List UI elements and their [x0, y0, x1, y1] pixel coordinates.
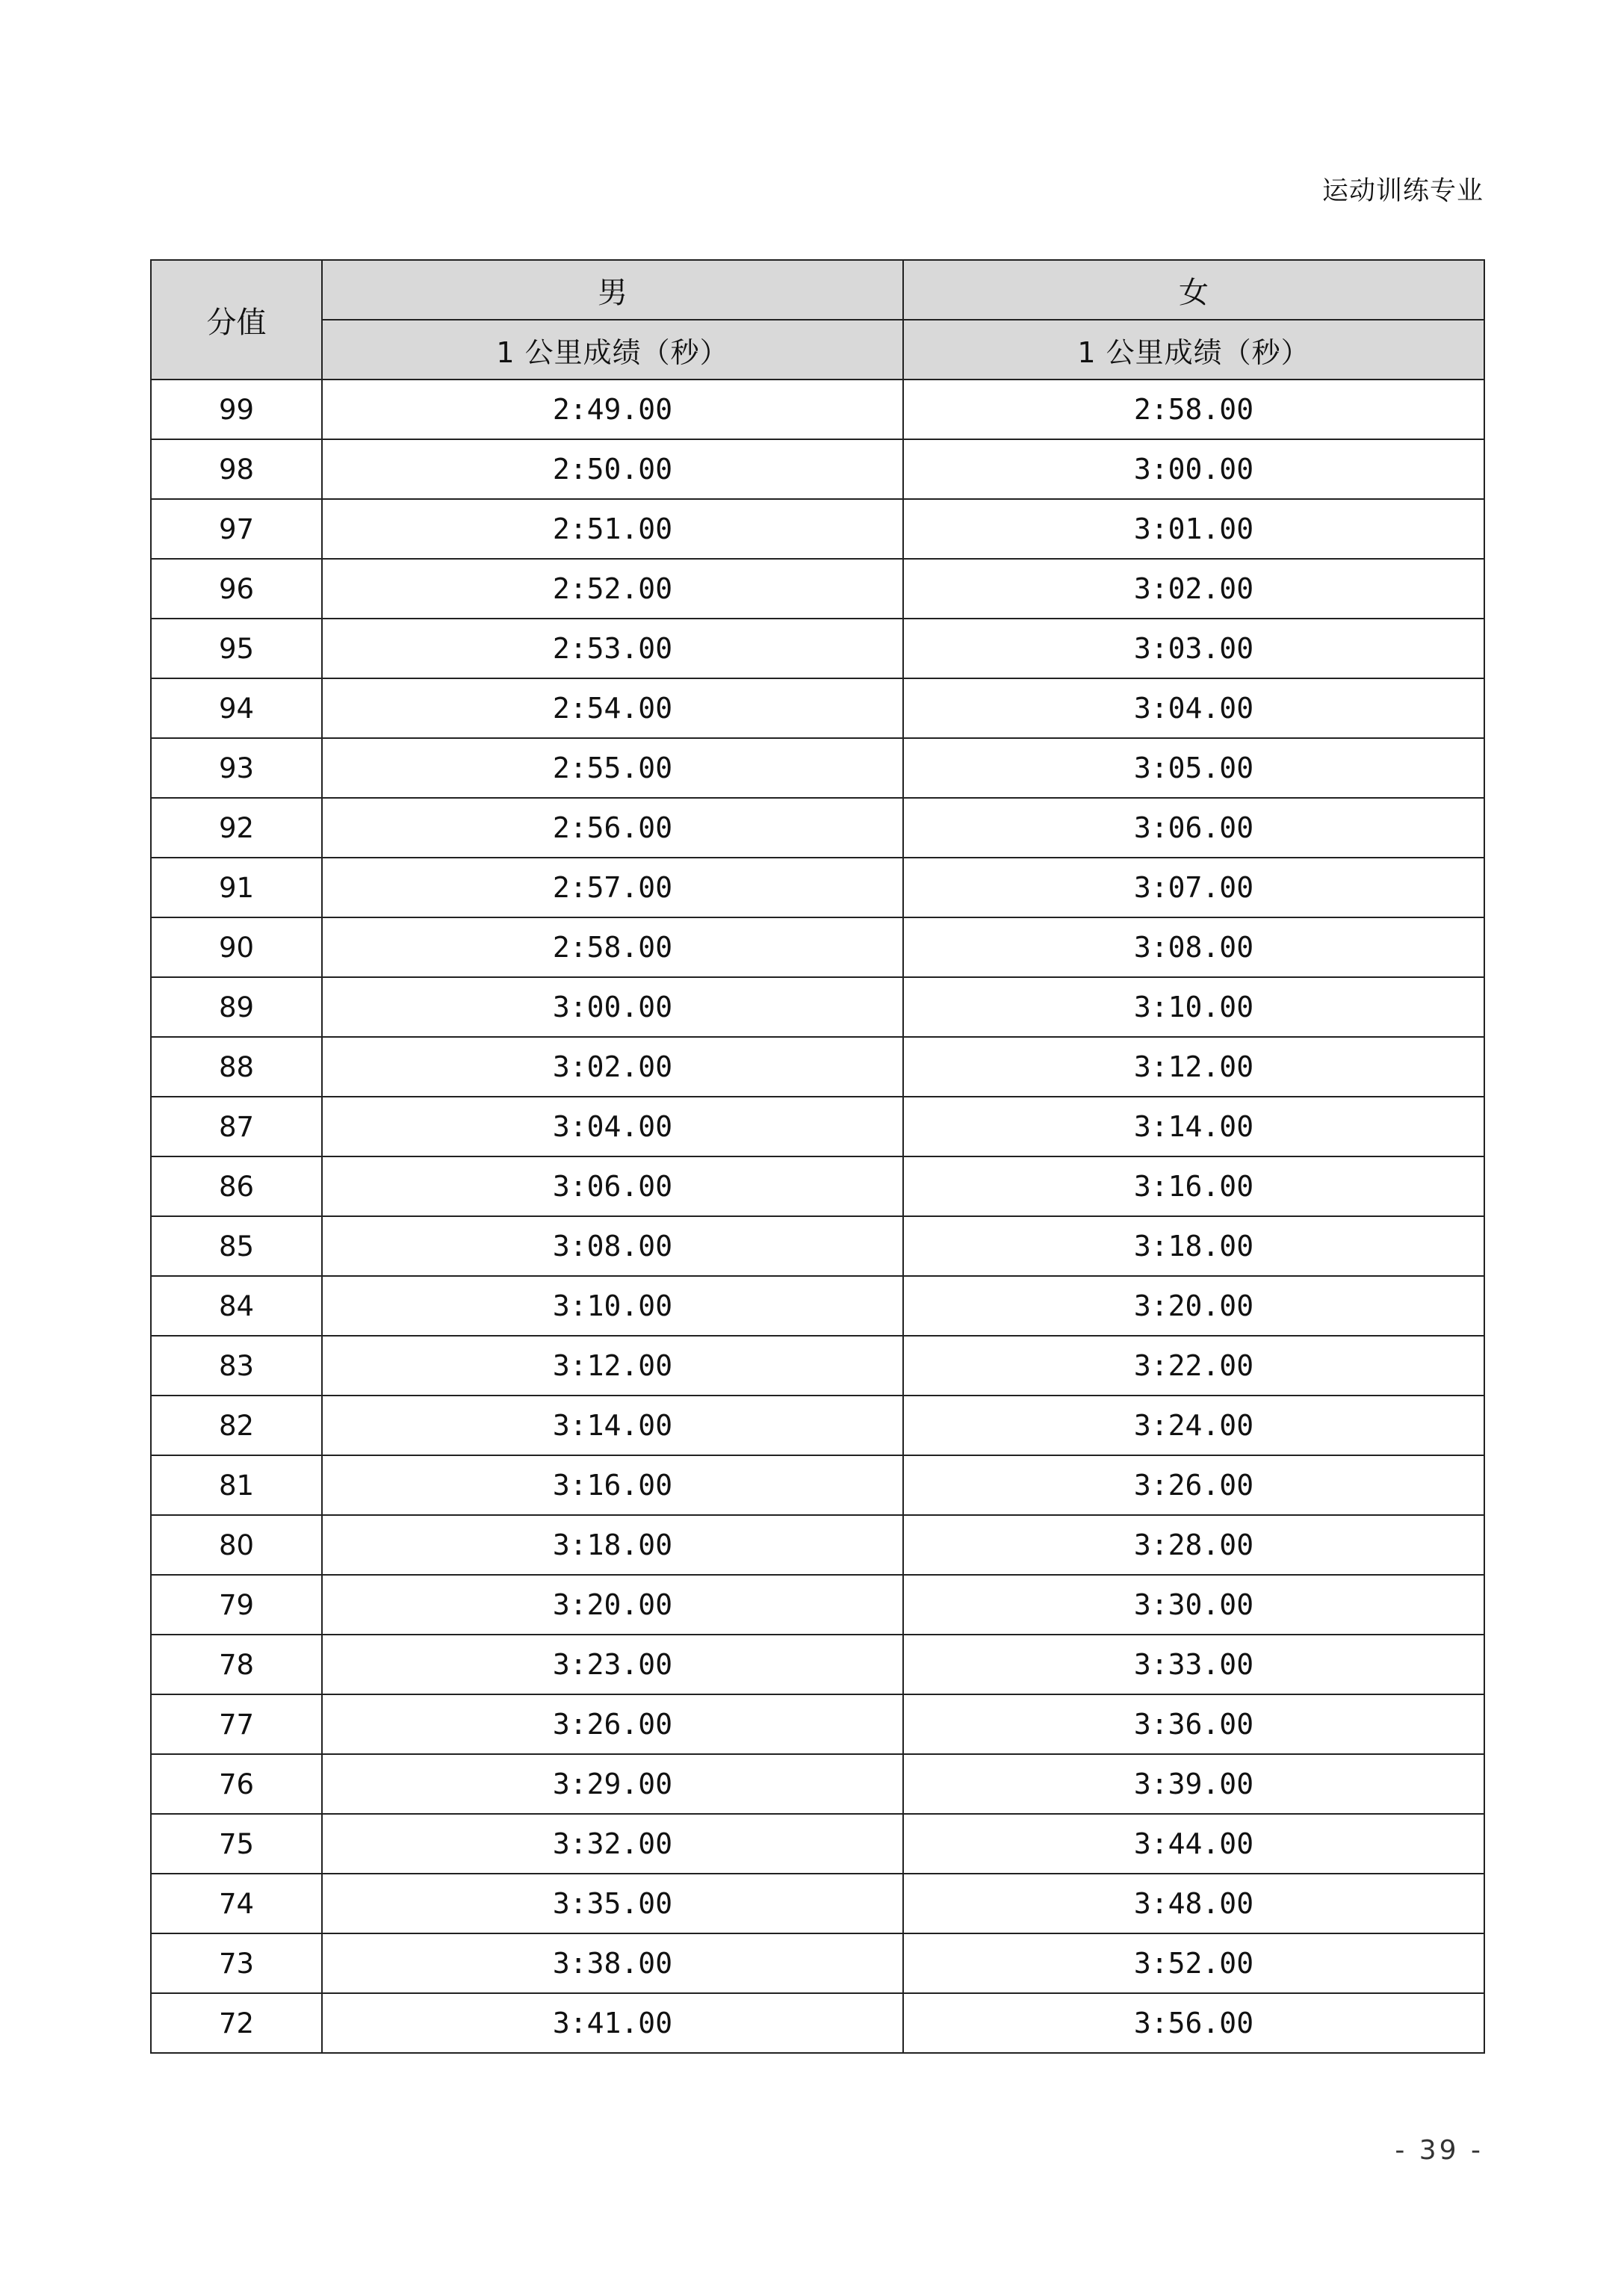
table-row [151, 798, 1484, 858]
male-time-cell: 3:06.00 [322, 1156, 903, 1216]
table-row [151, 1635, 1484, 1694]
female-time-cell: 3:28.00 [903, 1515, 1484, 1575]
female-time-cell: 3:24.00 [903, 1396, 1484, 1455]
score-cell: 99 [151, 380, 322, 439]
male-time-cell: 3:26.00 [322, 1694, 903, 1754]
female-time-cell: 3:16.00 [903, 1156, 1484, 1216]
male-time-cell: 3:14.00 [322, 1396, 903, 1455]
female-time-cell: 3:56.00 [903, 1993, 1484, 2053]
male-time-cell: 3:08.00 [322, 1216, 903, 1276]
female-time-cell: 2:58.00 [903, 380, 1484, 439]
table-row [151, 380, 1484, 439]
table-row [151, 1455, 1484, 1515]
female-time-cell: 3:03.00 [903, 619, 1484, 678]
score-cell: 94 [151, 678, 322, 738]
male-time-cell: 3:04.00 [322, 1097, 903, 1156]
score-cell: 96 [151, 559, 322, 619]
male-time-cell: 3:38.00 [322, 1933, 903, 1993]
score-cell: 74 [151, 1874, 322, 1933]
male-column-header: 男 [322, 260, 903, 320]
table-row [151, 1694, 1484, 1754]
score-cell: 78 [151, 1635, 322, 1694]
score-cell: 89 [151, 977, 322, 1037]
male-time-cell: 3:29.00 [322, 1754, 903, 1814]
female-time-cell: 3:00.00 [903, 439, 1484, 499]
score-cell: 91 [151, 858, 322, 917]
table-row [151, 559, 1484, 619]
score-cell: 72 [151, 1993, 322, 2053]
table-row [151, 1156, 1484, 1216]
male-time-cell: 3:02.00 [322, 1037, 903, 1097]
male-time-cell: 3:10.00 [322, 1276, 903, 1336]
male-time-cell: 2:50.00 [322, 439, 903, 499]
score-cell: 87 [151, 1097, 322, 1156]
table-row [151, 439, 1484, 499]
female-time-cell: 3:14.00 [903, 1097, 1484, 1156]
male-time-cell: 2:56.00 [322, 798, 903, 858]
female-time-cell: 3:36.00 [903, 1694, 1484, 1754]
score-cell: 84 [151, 1276, 322, 1336]
male-time-cell: 2:49.00 [322, 380, 903, 439]
score-cell: 73 [151, 1933, 322, 1993]
table-row [151, 1097, 1484, 1156]
male-time-cell: 2:55.00 [322, 738, 903, 798]
male-time-cell: 2:54.00 [322, 678, 903, 738]
score-cell: 83 [151, 1336, 322, 1396]
score-cell: 86 [151, 1156, 322, 1216]
female-time-cell: 3:44.00 [903, 1814, 1484, 1874]
table-header [151, 260, 1484, 380]
female-time-cell: 3:02.00 [903, 559, 1484, 619]
table-row [151, 1575, 1484, 1635]
score-cell: 79 [151, 1575, 322, 1635]
table-row [151, 1814, 1484, 1874]
score-cell: 77 [151, 1694, 322, 1754]
female-time-cell: 3:06.00 [903, 798, 1484, 858]
female-time-cell: 3:07.00 [903, 858, 1484, 917]
female-column-header: 女 [903, 260, 1484, 320]
score-cell: 98 [151, 439, 322, 499]
female-time-cell: 3:20.00 [903, 1276, 1484, 1336]
male-time-cell: 2:51.00 [322, 499, 903, 559]
page-header-title: 运动训练专业 [1321, 176, 1484, 206]
male-time-cell: 3:41.00 [322, 1993, 903, 2053]
female-time-cell: 3:08.00 [903, 917, 1484, 977]
female-time-cell: 3:33.00 [903, 1635, 1484, 1694]
male-time-cell: 3:23.00 [322, 1635, 903, 1694]
female-time-cell: 3:12.00 [903, 1037, 1484, 1097]
male-time-cell: 3:20.00 [322, 1575, 903, 1635]
table-row [151, 738, 1484, 798]
page-number: - 39 - [1395, 2135, 1484, 2166]
male-time-cell: 2:52.00 [322, 559, 903, 619]
table-row [151, 917, 1484, 977]
score-cell: 75 [151, 1814, 322, 1874]
male-time-cell: 2:58.00 [322, 917, 903, 977]
table-body [151, 380, 1484, 2053]
score-cell: 90 [151, 917, 322, 977]
table-row [151, 1754, 1484, 1814]
score-cell: 81 [151, 1455, 322, 1515]
table-row [151, 1336, 1484, 1396]
score-cell: 95 [151, 619, 322, 678]
table-row [151, 499, 1484, 559]
male-time-cell: 3:35.00 [322, 1874, 903, 1933]
score-cell: 88 [151, 1037, 322, 1097]
score-cell: 85 [151, 1216, 322, 1276]
table-row [151, 1276, 1484, 1336]
table-row [151, 678, 1484, 738]
female-time-cell: 3:01.00 [903, 499, 1484, 559]
score-table [150, 259, 1485, 2054]
score-cell: 92 [151, 798, 322, 858]
male-subheader: 1 公里成绩（秒） [322, 320, 903, 380]
score-column-header: 分值 [151, 260, 322, 380]
table-row [151, 1037, 1484, 1097]
table-row [151, 1874, 1484, 1933]
female-time-cell: 3:52.00 [903, 1933, 1484, 1993]
score-cell: 93 [151, 738, 322, 798]
male-time-cell: 3:12.00 [322, 1336, 903, 1396]
female-time-cell: 3:18.00 [903, 1216, 1484, 1276]
female-time-cell: 3:05.00 [903, 738, 1484, 798]
table-row [151, 1515, 1484, 1575]
female-time-cell: 3:30.00 [903, 1575, 1484, 1635]
score-cell: 97 [151, 499, 322, 559]
table-row [151, 1216, 1484, 1276]
score-cell: 82 [151, 1396, 322, 1455]
table-row [151, 619, 1484, 678]
male-time-cell: 3:32.00 [322, 1814, 903, 1874]
male-time-cell: 3:16.00 [322, 1455, 903, 1515]
female-time-cell: 3:39.00 [903, 1754, 1484, 1814]
female-time-cell: 3:22.00 [903, 1336, 1484, 1396]
female-time-cell: 3:04.00 [903, 678, 1484, 738]
male-time-cell: 3:00.00 [322, 977, 903, 1037]
table-row [151, 1993, 1484, 2053]
table-row [151, 977, 1484, 1037]
table-row [151, 1933, 1484, 1993]
male-time-cell: 2:57.00 [322, 858, 903, 917]
male-time-cell: 2:53.00 [322, 619, 903, 678]
score-cell: 80 [151, 1515, 322, 1575]
female-subheader: 1 公里成绩（秒） [903, 320, 1484, 380]
score-cell: 76 [151, 1754, 322, 1814]
female-time-cell: 3:48.00 [903, 1874, 1484, 1933]
female-time-cell: 3:26.00 [903, 1455, 1484, 1515]
female-time-cell: 3:10.00 [903, 977, 1484, 1037]
table-row [151, 858, 1484, 917]
male-time-cell: 3:18.00 [322, 1515, 903, 1575]
table-row [151, 1396, 1484, 1455]
